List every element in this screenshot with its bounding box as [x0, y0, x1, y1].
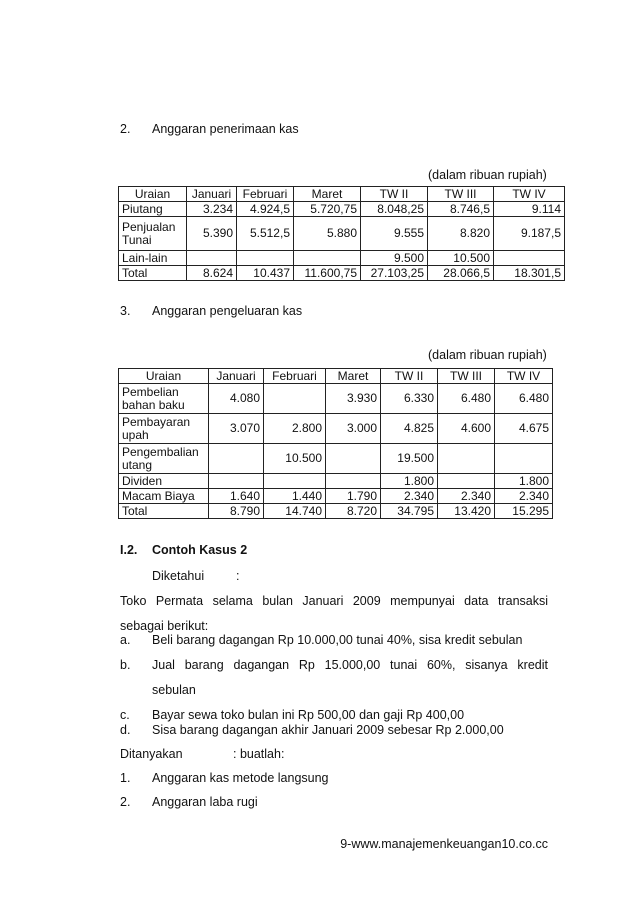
cell [438, 444, 495, 474]
row-label: Piutang [119, 202, 187, 217]
cell [264, 384, 326, 414]
cell [264, 474, 326, 489]
row-label: Penjualan Tunai [119, 217, 187, 251]
item-text-b: Jual barang dagangan Rp 15.000,00 tunai 60%, sisanya kredit [152, 658, 548, 672]
cell: 8.048,25 [361, 202, 428, 217]
asked-text: : buatlah: [233, 747, 285, 761]
cell: 2.340 [438, 489, 495, 504]
known-label: Diketahui [152, 569, 205, 583]
cell [494, 251, 565, 266]
cell: 9.500 [361, 251, 428, 266]
cell: 1.790 [326, 489, 381, 504]
header-cell: TW IV [495, 369, 553, 384]
case-title: Contoh Kasus 2 [152, 543, 248, 557]
case-number: I.2. [120, 543, 138, 557]
cell: 4.675 [495, 414, 553, 444]
cell: 3.234 [187, 202, 237, 217]
table-row [119, 384, 553, 414]
cell [187, 251, 237, 266]
row-label: Pengembalian utang [119, 444, 209, 474]
row-label: Total [119, 266, 187, 281]
question-label-2: 2. [120, 795, 131, 809]
cell: 4.080 [209, 384, 264, 414]
item-text-a: Beli barang dagangan Rp 10.000,00 tunai 40%, sisa kredit sebulan [152, 633, 523, 647]
cell: 4.600 [438, 414, 495, 444]
cell: 9.555 [361, 217, 428, 251]
header-cell: Maret [294, 187, 361, 202]
header-cell: Uraian [119, 369, 209, 384]
known-colon: : [236, 569, 240, 583]
cell: 1.640 [209, 489, 264, 504]
item-text-d: Sisa barang dagangan akhir Januari 2009 sebesar Rp 2.000,00 [152, 723, 504, 737]
cell: 1.800 [381, 474, 438, 489]
cell [495, 444, 553, 474]
item-label-c: c. [120, 708, 130, 722]
cell: 10.500 [264, 444, 326, 474]
cell: 28.066,5 [428, 266, 494, 281]
table-header-row [119, 187, 565, 202]
header-cell: TW II [361, 187, 428, 202]
cell: 8.820 [428, 217, 494, 251]
cell: 18.301,5 [494, 266, 565, 281]
table-header-row [119, 369, 553, 384]
cell: 13.420 [438, 504, 495, 519]
cell: 5.512,5 [237, 217, 294, 251]
row-label: Pembayaran upah [119, 414, 209, 444]
table-total-row [119, 266, 565, 281]
cell: 3.000 [326, 414, 381, 444]
asked-label: Ditanyakan [120, 747, 183, 761]
cell: 4.924,5 [237, 202, 294, 217]
cell: 1.440 [264, 489, 326, 504]
header-cell: Maret [326, 369, 381, 384]
cell: 4.825 [381, 414, 438, 444]
cell: 6.330 [381, 384, 438, 414]
cell: 3.070 [209, 414, 264, 444]
section-number: 3. [120, 304, 131, 318]
table-row [119, 202, 565, 217]
question-label-1: 1. [120, 771, 131, 785]
cell [209, 474, 264, 489]
intro-line-1: Toko Permata selama bulan Januari 2009 mempunyai data transaksi [120, 594, 548, 608]
cell: 14.740 [264, 504, 326, 519]
cell: 2.800 [264, 414, 326, 444]
cell: 15.295 [495, 504, 553, 519]
cell: 6.480 [438, 384, 495, 414]
question-text-2: Anggaran laba rugi [152, 795, 258, 809]
header-cell: TW III [428, 187, 494, 202]
cell: 5.390 [187, 217, 237, 251]
item-text-b-cont: sebulan [152, 683, 196, 697]
cell [294, 251, 361, 266]
header-cell: TW II [381, 369, 438, 384]
cell: 1.800 [495, 474, 553, 489]
cell: 8.720 [326, 504, 381, 519]
header-cell: TW III [438, 369, 495, 384]
table-row [119, 414, 553, 444]
cell: 10.500 [428, 251, 494, 266]
row-label: Pembelian bahan baku [119, 384, 209, 414]
cell [209, 444, 264, 474]
item-label-b: b. [120, 658, 131, 672]
receipts-table [118, 186, 565, 281]
table-row [119, 251, 565, 266]
table-row [119, 489, 553, 504]
cell: 8.790 [209, 504, 264, 519]
row-label: Total [119, 504, 209, 519]
cell [237, 251, 294, 266]
cell: 2.340 [381, 489, 438, 504]
table-row [119, 217, 565, 251]
cell: 8.624 [187, 266, 237, 281]
section-title: Anggaran pengeluaran kas [152, 304, 303, 318]
cell [326, 474, 381, 489]
header-cell: Februari [264, 369, 326, 384]
table-row [119, 474, 553, 489]
cell: 34.795 [381, 504, 438, 519]
cell: 10.437 [237, 266, 294, 281]
item-text-c: Bayar sewa toko bulan ini Rp 500,00 dan gaji Rp 400,00 [152, 708, 465, 722]
cell: 9.187,5 [494, 217, 565, 251]
cell: 5.880 [294, 217, 361, 251]
cell: 6.480 [495, 384, 553, 414]
cell: 2.340 [495, 489, 553, 504]
header-cell: TW IV [494, 187, 565, 202]
cell: 3.930 [326, 384, 381, 414]
cell: 8.746,5 [428, 202, 494, 217]
cell: 19.500 [381, 444, 438, 474]
intro-line-2: sebagai berikut: [120, 619, 209, 633]
row-label: Dividen [119, 474, 209, 489]
item-label-a: a. [120, 633, 131, 647]
cell: 27.103,25 [361, 266, 428, 281]
item-label-d: d. [120, 723, 131, 737]
cell: 11.600,75 [294, 266, 361, 281]
header-cell: Uraian [119, 187, 187, 202]
question-text-1: Anggaran kas metode langsung [152, 771, 329, 785]
header-cell: Januari [209, 369, 264, 384]
header-cell: Februari [237, 187, 294, 202]
unit-note: (dalam ribuan rupiah) [428, 168, 547, 182]
row-label: Lain-lain [119, 251, 187, 266]
table-total-row [119, 504, 553, 519]
cell: 5.720,75 [294, 202, 361, 217]
section-number: 2. [120, 122, 131, 136]
unit-note: (dalam ribuan rupiah) [428, 348, 547, 362]
cell: 9.114 [494, 202, 565, 217]
cell [438, 474, 495, 489]
expenditure-table [118, 368, 553, 519]
page-footer: 9-www.manajemenkeuangan10.co.cc [340, 837, 548, 851]
table-row [119, 444, 553, 474]
cell [326, 444, 381, 474]
section-title: Anggaran penerimaan kas [152, 122, 299, 136]
row-label: Macam Biaya [119, 489, 209, 504]
header-cell: Januari [187, 187, 237, 202]
